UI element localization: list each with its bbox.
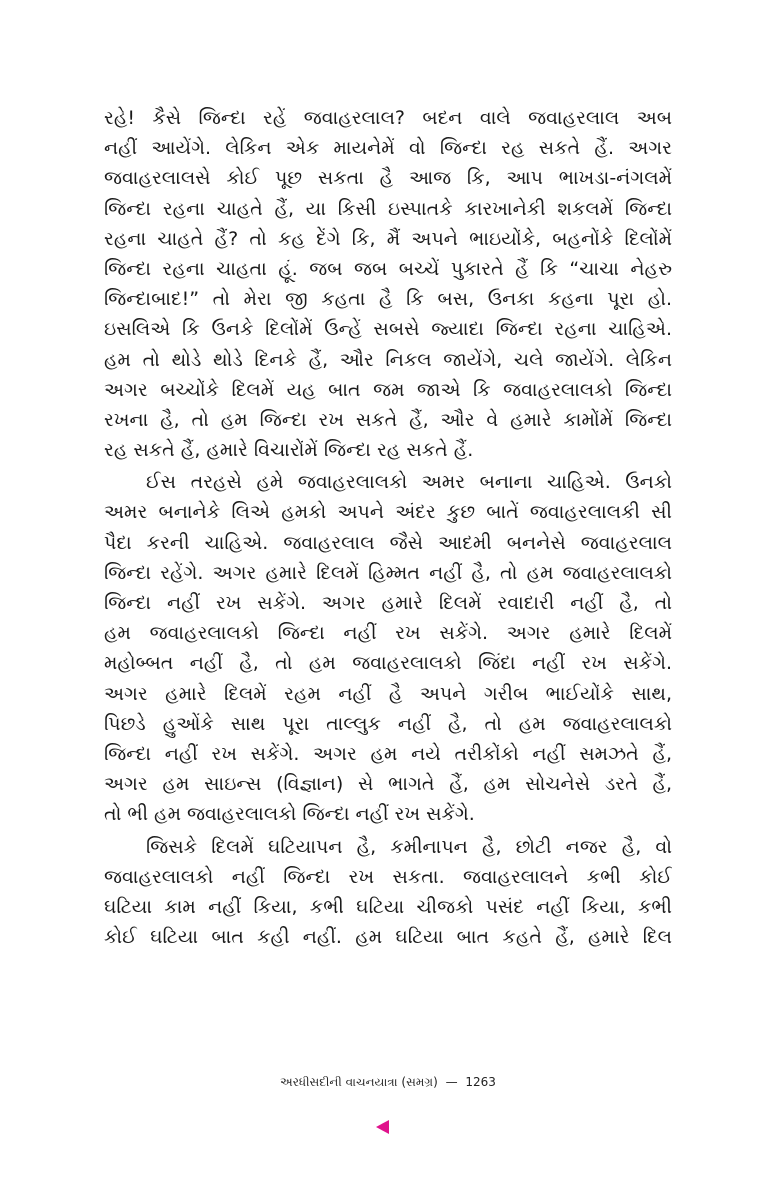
text-line: જિન્દા રહના ચાહતે હૈં, યા કિસી ઇસ્પાતકે કારખાનેકી શકલમેં જિન્દા — [104, 197, 672, 220]
text-line: પિછડે હુઓંકે સાથ પૂરા તાલ્લુક નહીં હૈ, તો હમ જવાહરલાલકો — [104, 712, 672, 735]
text-line: જિન્દા નહીં રખ સકેંગે. અગર હમ નયે તરીકોંકો નહીં સમઝતે હૈં, — [104, 742, 672, 765]
book-title: અરધીસદીની વાચનયાત્રા (સમગ્ર) — [280, 1075, 438, 1089]
text-line: જવાહરલાલકો નહીં જિન્દા રખ સકતા. જવાહરલાલને કભી કોઈ — [104, 865, 672, 888]
text-line: રહ સકતે હૈં, હમારે વિચારોંમેં જિન્દા રહ સકતે હૈં. — [104, 439, 474, 462]
text-line: જિન્દા રહના ચાહતા હૂં. જબ જબ બચ્ચેં પુકારતે હૈં કિ “ચાચા નેહરુ — [104, 257, 672, 280]
page-number: 1263 — [465, 1075, 496, 1089]
text-line: અગર બચ્ચોંકે દિલમેં યહ બાત જમ જાએ કિ જવાહરલાલકો જિન્દા — [104, 378, 672, 401]
text-line: તો ભી હમ જવાહરલાલકો જિન્દા નહીં રખ સકેંગે. — [104, 803, 475, 826]
page-footer — [0, 1075, 776, 1090]
text-line: નહીં આયેંગે. લેકિન એક માયનેમેં વો જિન્દા રહ સકતે હૈં. અગર — [104, 137, 672, 160]
text-line: જિસકે દિલમેં ઘટિયાપન હૈ, કમીનાપન હૈ, છોટી નજર હૈ, વો — [146, 835, 672, 858]
text-line: અમર બનાનેકે લિએ હમકો અપને અંદર કુછ બાતેં જવાહરલાલકી સી — [104, 501, 672, 524]
left-triangle-icon[interactable] — [376, 1120, 389, 1134]
footer-separator: — — [445, 1075, 458, 1089]
paragraph-1 — [104, 103, 672, 465]
text-line: કોઈ ઘટિયા બાત કહી નહીં. હમ ઘટિયા બાત કહતે હૈં, હમારે દિલ — [104, 926, 672, 949]
text-line: ઘટિયા કામ નહીં કિયા, કભી ઘટિયા ચીજકો પસંદ નહીં કિયા, કભી — [104, 895, 672, 918]
text-line: રખના હૈ, તો હમ જિન્દા રખ સકતે હૈં, ઔર વે હમારે કામોંમેં જિન્દા — [104, 408, 672, 431]
text-line: હમ તો થોડે થોડે દિનકે હૈં, ઔર નિકલ જાયેંગે, ચલે જાયેંગે. લેકિન — [104, 348, 672, 371]
text-line: મહોબ્બત નહીં હૈ, તો હમ જવાહરલાલકો જિંદા નહીં રખ સકેંગે. — [104, 652, 672, 675]
text-line: રહે! કૈસે જિન્દા રહેં જવાહરલાલ? બદન વાલે જવાહરલાલ અબ — [104, 107, 672, 129]
text-line: હમ જવાહરલાલકો જિન્દા નહીં રખ સકેંગે. અગર હમારે દિલમેં — [104, 622, 672, 645]
text-line: પૈદા કરની ચાહિએ. જવાહરલાલ જૈસે આદમી બનનેસે જવાહરલાલ — [104, 531, 672, 554]
text-line: અગર હમ સાઇન્સ (વિજ્ઞાન) સે ભાગતે હૈં, હમ સોચનેસે ડરતે હૈં, — [104, 773, 672, 796]
paragraph-2 — [104, 467, 672, 829]
page-body — [104, 103, 672, 952]
text-line: જવાહરલાલસે કોઈ પૂછ સકતા હૈ આજ કિ, આપ ભાખડા-નંગલમેં — [104, 167, 672, 190]
text-line: રહના ચાહતે હૈં? તો કહ દેંગે કિ, મૈં અપને ભાઇયોંકે, બહનોંકે દિલોંમેં — [104, 227, 672, 250]
text-line: ઇસલિએ કિ ઉનકે દિલોંમેં ઉન્હેં સબસે જ્યાદા જિન્દા રહના ચાહિએ. — [104, 318, 672, 341]
text-line: જિન્દાબાદ!” તો મેરા જી કહતા હૈ કિ બસ, ઉનકા કહના પૂરા હો. — [104, 288, 672, 311]
text-line: જિન્દા રહેંગે. અગર હમારે દિલમેં હિમ્મત નહીં હૈ, તો હમ જવાહરલાલકો — [104, 561, 672, 584]
text-line: ઈસ તરહસે હમે જવાહરલાલકો અમર બનાના ચાહિએ. ઉનકો — [146, 471, 672, 494]
text-line: અગર હમારે દિલમેં રહમ નહીં હૈ અપને ગરીબ ભાઈયોંકે સાથ, — [104, 682, 672, 705]
paragraph-3 — [104, 832, 672, 953]
text-line: જિન્દા નહીં રખ સકેંગે. અગર હમારે દિલમેં રવાદારી નહીં હૈ, તો — [104, 592, 672, 614]
